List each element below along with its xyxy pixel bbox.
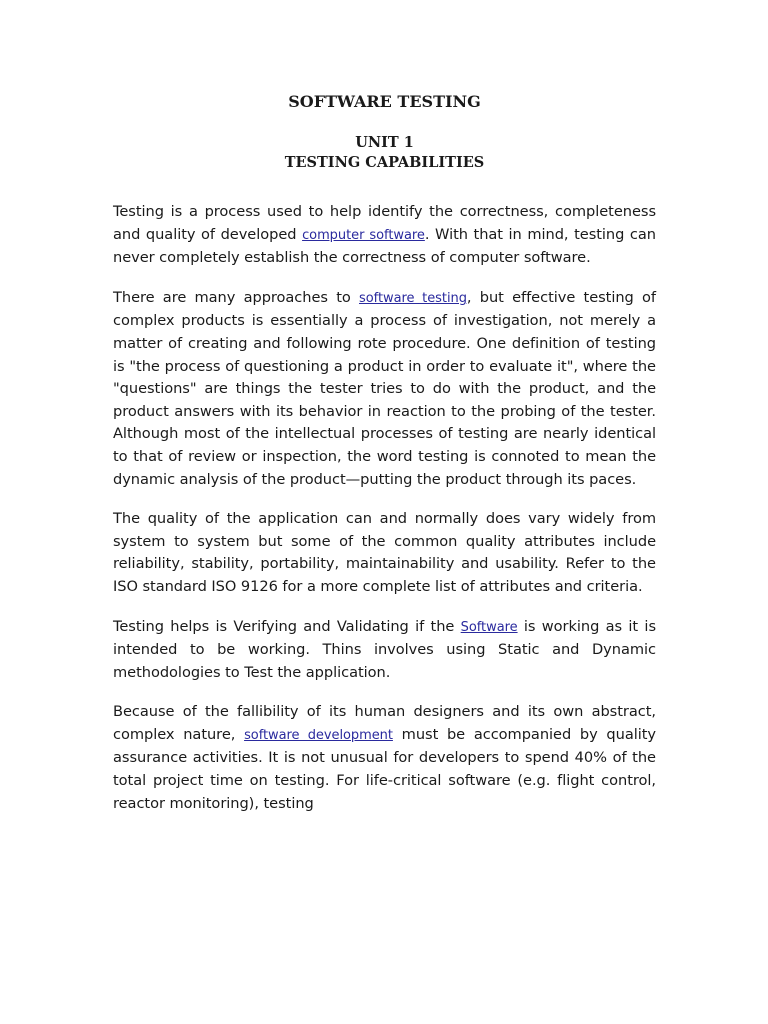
- paragraph: [113, 701, 656, 815]
- paragraph: [113, 201, 656, 270]
- document-body: [113, 201, 656, 815]
- paragraph-text: . With that in mind, testing can never completely establish the correctness of computer software.: [113, 225, 656, 267]
- paragraph: [113, 287, 656, 491]
- paragraph-text: The quality of the application can and normally does vary widely from system to system but some of the common quality attributes include reliability, stability, portability, maintainability and usability. Refer to the ISO standard ISO 9126 for a more complete list of attributes and criteria.: [113, 510, 656, 595]
- paragraph-text: Testing helps is Verifying and Validating if the: [113, 617, 461, 635]
- hyperlink[interactable]: Software: [460, 619, 518, 635]
- paragraph-text: is working as it is intended to be working. Thins involves using Static and Dynamic methodologies to Test the application.: [113, 617, 656, 681]
- document-title: SOFTWARE TESTING: [288, 92, 481, 111]
- hyperlink[interactable]: software testing: [359, 290, 467, 306]
- paragraph-text: There are many approaches to: [113, 288, 360, 306]
- section-heading: TESTING CAPABILITIES: [284, 154, 485, 171]
- paragraph-text: , but effective testing of complex products is essentially a process of investigation, not merely a matter of creating and following rote procedure. One definition of testing is "the process of questioning a product in order to evaluate it", where the "questions" are things the tester tries to do with the product, and the product answers with its behavior in reaction to the probing of the tester. Although most of the intellectual processes of testing are nearly identical to that of review or inspection, the word testing is connoted to mean the dynamic analysis of the product—putting the product through its paces.: [113, 288, 656, 488]
- paragraph: [113, 616, 656, 685]
- paragraph-text: must be accompanied by quality assurance activities. It is not unusual for developers to spend 40% of the total project time on testing. For life-critical software (e.g. flight control, reactor monitoring), testing: [113, 725, 656, 812]
- paragraph: [113, 508, 656, 598]
- document-page: [113, 92, 656, 832]
- unit-heading: UNIT 1: [355, 134, 414, 151]
- paragraph-text: Because of the fallibility of its human designers and its own abstract, complex nature,: [113, 703, 656, 743]
- hyperlink[interactable]: software development: [244, 727, 393, 743]
- hyperlink[interactable]: computer software: [302, 227, 425, 243]
- paragraph-text: Testing is a process used to help identify the correctness, completeness and quality of developed: [113, 203, 656, 243]
